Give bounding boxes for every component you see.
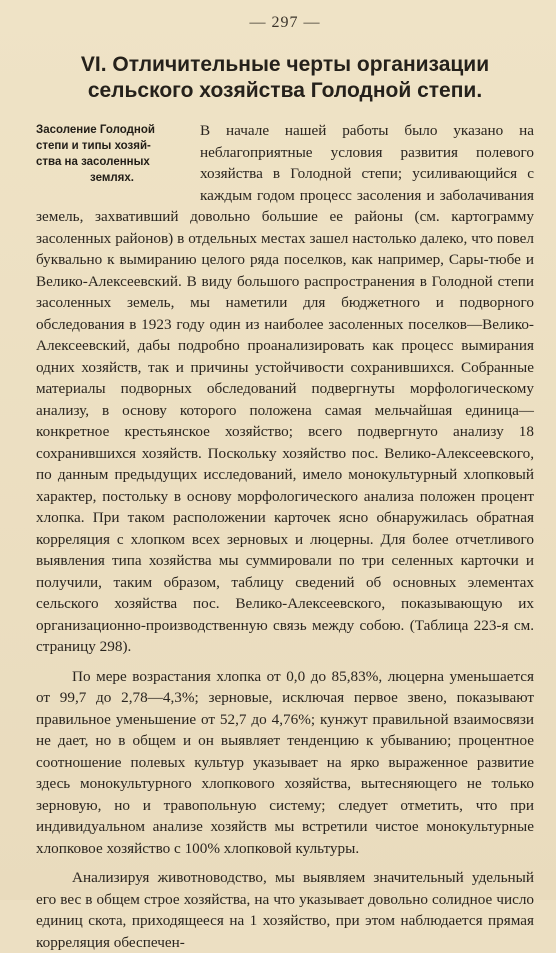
side-heading	[36, 122, 188, 186]
chapter-title: VI. Отличительные черты организации сельского хозяйства Голодной степи.	[80, 53, 490, 102]
paragraph-2: По мере возрастания хлопка от 0,0 до 85,83%, люцерна уменьшается от 99,7 до 2,78—4,3%; зерновые, исключая первое звено, показывают правильное уменьшение от 52,7 до 4,76%; кунжут правильной взаимосвязи не дает, но в общем и он выявляет тенденцию к убыванию; процентное соотношение полевых культур указывает на ярко выраженное развитие здесь монокультурного хлопкового хозяйства, вытесняющего не только зерновую, но и травопольную систему; следует отметить, что при индивидуальном анализе хозяйств мы встретили чистое монокультурные хлопковое хозяйство с 100% хлопковой культуры.	[36, 667, 534, 857]
side-heading-line: ства на засоленных	[36, 156, 150, 168]
body-text	[36, 120, 534, 953]
paragraph-3: Анализируя животноводство, мы выявляем значительный удельный его вес в общем строе хозяйства, на что указывает довольно солидное число единиц скота, приходящееся на 1 хозяйство, при этом наблюдается прямая корреляция обеспечен-	[36, 869, 534, 951]
side-heading-line: землях.	[90, 172, 134, 184]
lead-block	[36, 120, 534, 658]
paragraph-1: В начале нашей работы было указано на неблагоприятные условия развития полевого хозяйства в Голодной степи; усиливающийся с каждым годом процесс засоления и заболачивания земель, захвативший довольно большие ее районы (см. картограмму засоленных районов) в отдельных местах зашел настолько далеко, что повел буквально к вымиранию целого ряда поселков, как например, Сары-тюбе и Велико-Алексеевский. В виду большого распространения в Голодной степи засоленных земель, мы наметили для бюджетного и подворного обследования в 1923 году один из наиболее засоленных поселков—Велико-Алексеевский, дабы подробно проанализировать как процесс вымирания одних хозяйств, так и причины устойчивости сохранившихся. Собранные материалы подворных обследований подвергнуты морфологическому анализу, в основу которого положена самая мельчайшая единица—конкретное крестьянское хозяйство; всего подвергнуто анализу 18 сохранившихся хозяйств. Поскольку хозяйство пос. Велико-Алексеевского, по данным предыдущих исследований, имело монокультурный хлопковый характер, постольку в основу морфологического анализа положен процент хлопка. При таком расположении карточек ясно обнаружилась обратная корреляция с хлопком всех зерновых и люцерны. Для более отчетливого выявления типа хозяйства мы суммировали по три селенных карточки и получили, таким образом, таблицу сведений об основных элементах сельского хозяйства пос. Велико-Алексеевского, показывающую их организационно-производственную связь между собою. (Таблица 223-я см. страницу 298).	[36, 122, 534, 655]
side-heading-line: Засоление Голодной	[36, 124, 155, 136]
side-heading-line: степи и типы хозяй-	[36, 140, 151, 152]
page-number: — 297 —	[249, 14, 321, 31]
